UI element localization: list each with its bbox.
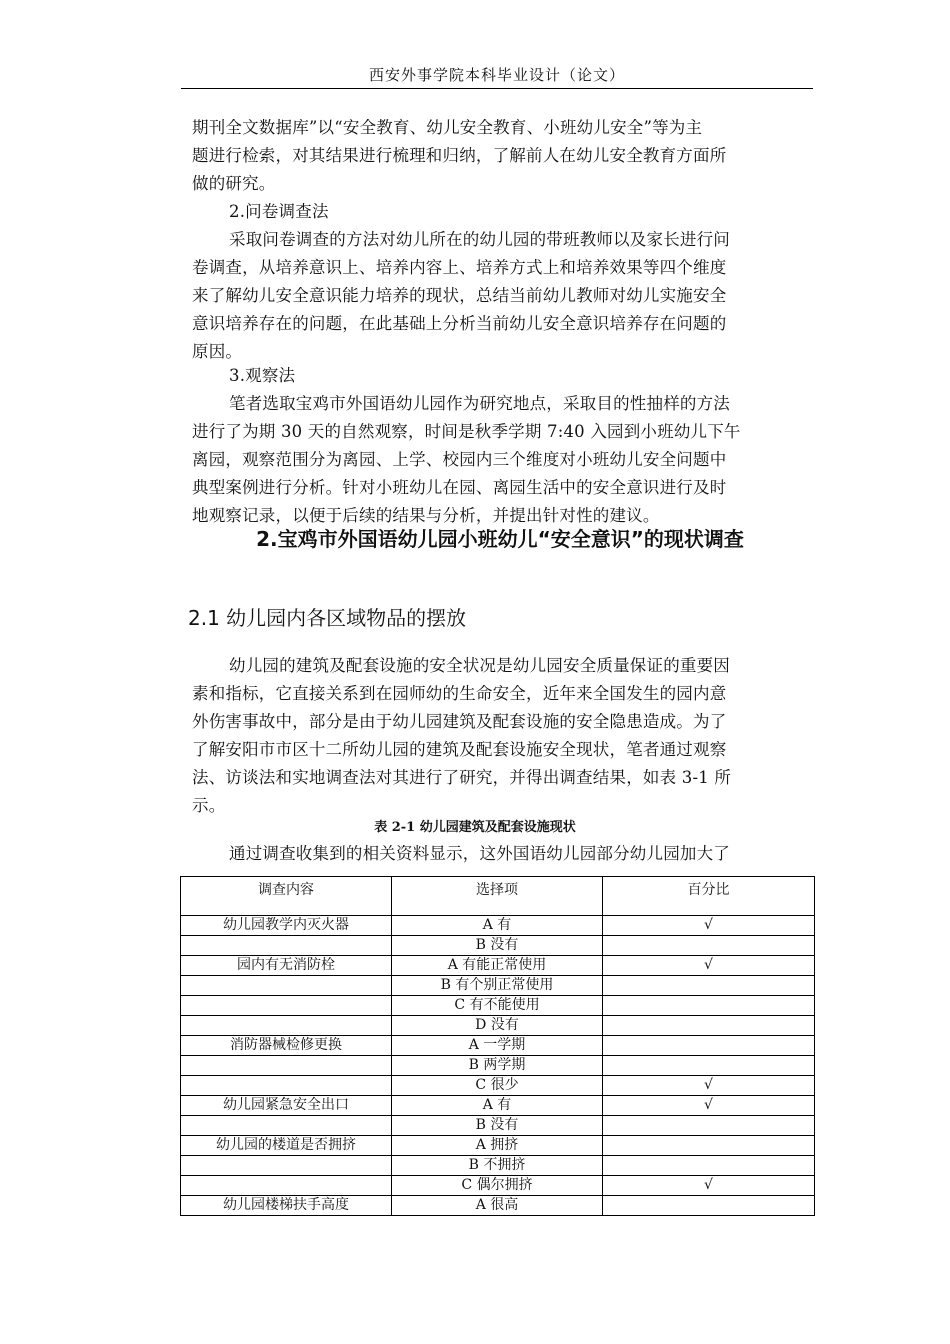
table-cell bbox=[603, 1056, 815, 1076]
table-cell: A 拥挤 bbox=[392, 1136, 603, 1156]
table-row bbox=[181, 956, 815, 976]
table-row bbox=[181, 936, 815, 956]
table-cell bbox=[603, 1156, 815, 1176]
table-row bbox=[181, 1036, 815, 1056]
table-cell bbox=[603, 996, 815, 1016]
text-line: 期刊全文数据库”以“安全教育、幼儿安全教育、小班幼儿安全”等为主 bbox=[192, 118, 703, 137]
page-header: 西安外事学院本科毕业设计（论文） bbox=[368, 66, 625, 84]
table-cell bbox=[181, 1156, 392, 1176]
text-line: 幼儿园的建筑及配套设施的安全状况是幼儿园安全质量保证的重要因 bbox=[229, 656, 730, 675]
table-row bbox=[181, 1056, 815, 1076]
table-row bbox=[181, 996, 815, 1016]
text-line: 了解安阳市市区十二所幼儿园的建筑及配套设施安全现状，笔者通过观察 bbox=[192, 740, 727, 759]
table-row bbox=[181, 1116, 815, 1136]
table-cell: 幼儿园紧急安全出口 bbox=[181, 1096, 392, 1116]
table-cell bbox=[603, 936, 815, 956]
table-row bbox=[181, 1136, 815, 1156]
text-line: 法、访谈法和实地调查法对其进行了研究，并得出调查结果，如表 3-1 所 bbox=[192, 768, 732, 787]
text-line: 做的研究。 bbox=[192, 174, 276, 193]
text-line: 题进行检索，对其结果进行梳理和归纳，了解前人在幼儿安全教育方面所 bbox=[192, 146, 727, 165]
table-cell: √ bbox=[603, 916, 815, 936]
text-line: 笔者选取宝鸡市外国语幼儿园作为研究地点，采取目的性抽样的方法 bbox=[229, 394, 730, 413]
table-row bbox=[181, 1016, 815, 1036]
paragraph-observation bbox=[192, 390, 806, 530]
table-cell: B 两学期 bbox=[392, 1056, 603, 1076]
table-row bbox=[181, 1076, 815, 1096]
table-cell: 消防器械检修更换 bbox=[181, 1036, 392, 1056]
table-cell: B 不拥挤 bbox=[392, 1156, 603, 1176]
table-cell: 园内有无消防栓 bbox=[181, 956, 392, 976]
table-row bbox=[181, 1176, 815, 1196]
table-cell bbox=[603, 976, 815, 996]
table-body bbox=[181, 877, 815, 1216]
paragraph-questionnaire bbox=[192, 226, 806, 366]
table-cell bbox=[603, 1196, 815, 1216]
table-header-row bbox=[181, 877, 815, 916]
table-cell: √ bbox=[603, 1096, 815, 1116]
header-cell: 选择项 bbox=[392, 877, 603, 916]
text-line: 卷调查，从培养意识上、培养内容上、培养方式上和培养效果等四个维度 bbox=[192, 258, 727, 277]
table-cell: √ bbox=[603, 956, 815, 976]
table-cell bbox=[603, 1016, 815, 1036]
text-line: 进行了为期 30 天的自然观察，时间是秋季学期 7:40 入园到小班幼儿下午 bbox=[192, 422, 741, 441]
paragraph-literature bbox=[192, 114, 806, 198]
method-observation-title: 3.观察法 bbox=[229, 366, 296, 385]
table-row bbox=[181, 1156, 815, 1176]
table-row bbox=[181, 976, 815, 996]
text-line: 原因。 bbox=[192, 342, 243, 361]
table-cell: √ bbox=[603, 1176, 815, 1196]
text-line: 地观察记录，以便于后续的结果与分析，并提出针对性的建议。 bbox=[192, 506, 660, 525]
table-cell: B 有个别正常使用 bbox=[392, 976, 603, 996]
table-cell bbox=[603, 1136, 815, 1156]
table-cell bbox=[181, 936, 392, 956]
table-cell bbox=[181, 976, 392, 996]
table-cell: C 偶尔拥挤 bbox=[392, 1176, 603, 1196]
table-cell: C 很少 bbox=[392, 1076, 603, 1096]
table-cell: D 没有 bbox=[392, 1016, 603, 1036]
table-cell bbox=[181, 996, 392, 1016]
text-line: 素和指标，它直接关系到在园师幼的生命安全，近年来全国发生的园内意 bbox=[192, 684, 727, 703]
facilities-table bbox=[180, 876, 815, 1216]
text-line: 外伤害事故中，部分是由于幼儿园建筑及配套设施的安全隐患造成。为了 bbox=[192, 712, 727, 731]
table-cell: A 有 bbox=[392, 1096, 603, 1116]
table-cell bbox=[181, 1176, 392, 1196]
table-cell: A 有能正常使用 bbox=[392, 956, 603, 976]
table-cell bbox=[181, 1056, 392, 1076]
table-row bbox=[181, 916, 815, 936]
text-line: 示。 bbox=[192, 796, 226, 815]
table-cell: 幼儿园的楼道是否拥挤 bbox=[181, 1136, 392, 1156]
table-cell: A 一学期 bbox=[392, 1036, 603, 1056]
header-cell: 百分比 bbox=[603, 877, 815, 916]
header-rule bbox=[181, 88, 813, 89]
table-cell bbox=[181, 1016, 392, 1036]
paragraph-facilities bbox=[192, 652, 806, 820]
method-questionnaire-title: 2.问卷调查法 bbox=[229, 202, 329, 221]
table-cell: 幼儿园教学内灭火器 bbox=[181, 916, 392, 936]
header-cell: 调查内容 bbox=[181, 877, 392, 916]
text-line: 来了解幼儿安全意识能力培养的现状，总结当前幼儿教师对幼儿实施安全 bbox=[192, 286, 727, 305]
subsection-heading: 2.1 幼儿园内各区域物品的摆放 bbox=[188, 606, 467, 630]
table-cell: B 没有 bbox=[392, 936, 603, 956]
table-cell: A 很高 bbox=[392, 1196, 603, 1216]
table-row bbox=[181, 1096, 815, 1116]
table-cell: √ bbox=[603, 1076, 815, 1096]
table-cell bbox=[603, 1036, 815, 1056]
text-line: 采取问卷调查的方法对幼儿所在的幼儿园的带班教师以及家长进行问 bbox=[229, 230, 730, 249]
paragraph-survey-result: 通过调查收集到的相关资料显示，这外国语幼儿园部分幼儿园加大了 bbox=[229, 844, 730, 863]
table-cell bbox=[603, 1116, 815, 1136]
text-line: 典型案例进行分析。针对小班幼儿在园、离园生活中的安全意识进行及时 bbox=[192, 478, 727, 497]
table-cell: C 有不能使用 bbox=[392, 996, 603, 1016]
table-cell: A 有 bbox=[392, 916, 603, 936]
table-cell bbox=[181, 1116, 392, 1136]
text-line: 意识培养存在的问题，在此基础上分析当前幼儿安全意识培养存在问题的 bbox=[192, 314, 727, 333]
table-row bbox=[181, 1196, 815, 1216]
table-cell bbox=[181, 1076, 392, 1096]
table-cell: 幼儿园楼梯扶手高度 bbox=[181, 1196, 392, 1216]
table-caption: 表 2-1 幼儿园建筑及配套设施现状 bbox=[374, 820, 576, 835]
table-cell: B 没有 bbox=[392, 1116, 603, 1136]
text-line: 离园，观察范围分为离园、上学、校园内三个维度对小班幼儿安全问题中 bbox=[192, 450, 727, 469]
section-heading: 2.宝鸡市外国语幼儿园小班幼儿“安全意识”的现状调查 bbox=[256, 527, 744, 551]
